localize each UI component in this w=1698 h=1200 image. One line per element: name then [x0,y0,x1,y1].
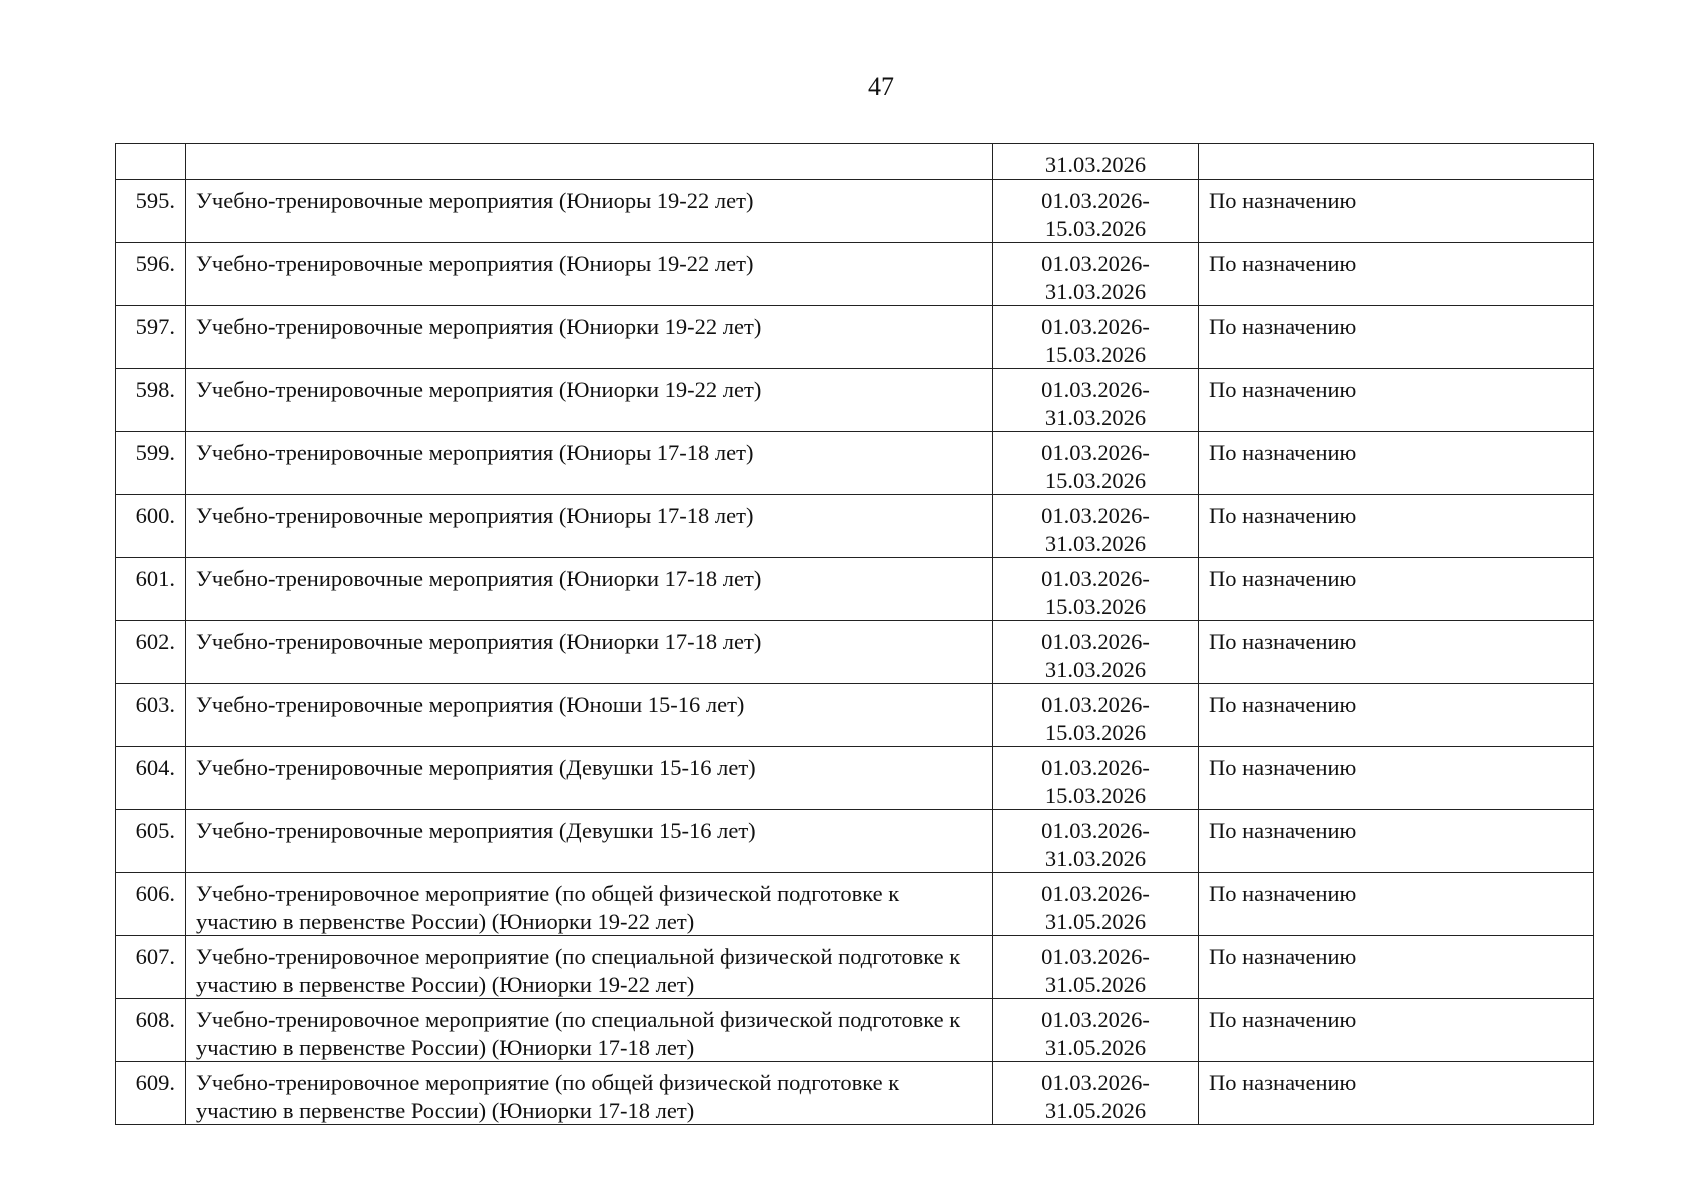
event-dates-cell [993,243,1199,306]
table-row [116,180,1594,243]
event-dates-cell [993,684,1199,747]
event-name-cell: Учебно-тренировочные мероприятия (Девушки 15-16 лет) [186,747,993,810]
event-date-end: 15.03.2026 [1044,467,1147,493]
event-date-start: 01.03.2026- [1041,503,1150,528]
event-dates-cell [993,558,1199,621]
row-number-cell: 599. [116,432,186,495]
row-number-cell: 598. [116,369,186,432]
event-dates-cell [993,1062,1199,1125]
event-location-cell: По назначению [1199,558,1594,621]
event-date-end: 15.03.2026 [1044,215,1147,241]
table-row [116,495,1594,558]
event-date-end: 31.05.2026 [1044,1097,1147,1123]
row-number-cell: 608. [116,999,186,1062]
event-date-end: 31.05.2026 [1044,971,1147,997]
event-name-cell: Учебно-тренировочное мероприятие (по общей физической подготовке к участию в первенстве России) (Юниорки 19-22 лет) [186,873,993,936]
row-number-cell: 607. [116,936,186,999]
event-name-cell: Учебно-тренировочные мероприятия (Девушки 15-16 лет) [186,810,993,873]
event-location-cell: По назначению [1199,810,1594,873]
table-row [116,747,1594,810]
row-number-cell [116,144,186,180]
event-date-start: 01.03.2026- [1041,251,1150,276]
table-row [116,999,1594,1062]
event-name-cell: Учебно-тренировочные мероприятия (Юноши 15-16 лет) [186,684,993,747]
event-dates-cell [993,810,1199,873]
table-row [116,1062,1594,1125]
event-location-cell: По назначению [1199,873,1594,936]
event-name-cell: Учебно-тренировочное мероприятие (по специальной физической подготовке к участию в первенстве России) (Юниорки 17-18 лет) [186,999,993,1062]
events-table-body [116,144,1594,1125]
event-date-end: 31.03.2026 [1044,278,1147,304]
event-date-start: 01.03.2026- [1041,440,1150,465]
row-number-cell: 595. [116,180,186,243]
table-row [116,243,1594,306]
row-number-cell: 596. [116,243,186,306]
event-location-cell [1199,144,1594,180]
table-row [116,558,1594,621]
event-location-cell: По назначению [1199,747,1594,810]
table-row [116,873,1594,936]
page-number: 47 [868,72,894,101]
event-dates-cell [993,144,1199,180]
event-date-start: 01.03.2026- [1041,629,1150,654]
event-dates-cell [993,621,1199,684]
event-name-cell: Учебно-тренировочные мероприятия (Юниоры 19-22 лет) [186,243,993,306]
row-number-cell: 597. [116,306,186,369]
event-date-start: 01.03.2026- [1041,944,1150,969]
row-number-cell: 606. [116,873,186,936]
row-number-cell: 603. [116,684,186,747]
table-row [116,684,1594,747]
event-date-end: 15.03.2026 [1044,593,1147,619]
event-location-cell: По назначению [1199,1062,1594,1125]
table-row-continued [116,144,1594,180]
table-row [116,369,1594,432]
row-number-cell: 600. [116,495,186,558]
event-location-cell: По назначению [1199,306,1594,369]
event-date-end: 15.03.2026 [1044,341,1147,367]
table-row [116,936,1594,999]
event-date-end: 31.03.2026 [1044,656,1147,682]
event-date-start: 01.03.2026- [1041,1007,1150,1032]
events-table [115,143,1594,1125]
event-location-cell: По назначению [1199,369,1594,432]
row-number-cell: 604. [116,747,186,810]
event-name-cell: Учебно-тренировочное мероприятие (по общей физической подготовке к участию в первенстве России) (Юниорки 17-18 лет) [186,1062,993,1125]
event-date-start: 01.03.2026- [1041,818,1150,843]
event-location-cell: По назначению [1199,432,1594,495]
event-date-start: 01.03.2026- [1041,377,1150,402]
row-number-cell: 601. [116,558,186,621]
event-dates-cell [993,369,1199,432]
event-date-end: 31.05.2026 [1044,1034,1147,1060]
event-dates-cell [993,747,1199,810]
event-date-start: 01.03.2026- [1041,755,1150,780]
event-name-cell: Учебно-тренировочные мероприятия (Юниорки 19-22 лет) [186,306,993,369]
event-name-cell: Учебно-тренировочные мероприятия (Юниоры 19-22 лет) [186,180,993,243]
table-row [116,306,1594,369]
event-name-cell [186,144,993,180]
event-dates-cell [993,936,1199,999]
event-location-cell: По назначению [1199,495,1594,558]
event-name-cell: Учебно-тренировочные мероприятия (Юниоры 17-18 лет) [186,432,993,495]
table-row [116,432,1594,495]
event-name-cell: Учебно-тренировочные мероприятия (Юниоры 17-18 лет) [186,495,993,558]
event-dates-cell [993,180,1199,243]
event-dates-cell [993,999,1199,1062]
event-location-cell: По назначению [1199,936,1594,999]
event-name-cell: Учебно-тренировочные мероприятия (Юниорки 19-22 лет) [186,369,993,432]
event-date-end: 31.03.2026 [1044,404,1147,430]
event-date-end: 15.03.2026 [1044,782,1147,808]
row-number-cell: 602. [116,621,186,684]
event-location-cell: По назначению [1199,684,1594,747]
event-date-end: 31.03.2026 [1044,152,1147,177]
event-location-cell: По назначению [1199,999,1594,1062]
event-dates-cell [993,306,1199,369]
event-location-cell: По назначению [1199,243,1594,306]
table-row [116,810,1594,873]
event-location-cell: По назначению [1199,621,1594,684]
event-dates-cell [993,495,1199,558]
table-row [116,621,1594,684]
event-dates-cell [993,873,1199,936]
row-number-cell: 605. [116,810,186,873]
event-date-start: 01.03.2026- [1041,881,1150,906]
event-date-start: 01.03.2026- [1041,566,1150,591]
event-date-start: 01.03.2026- [1041,188,1150,213]
event-name-cell: Учебно-тренировочные мероприятия (Юниорки 17-18 лет) [186,621,993,684]
event-location-cell: По назначению [1199,180,1594,243]
event-date-end: 31.03.2026 [1044,845,1147,871]
event-dates-cell [993,432,1199,495]
event-date-end: 15.03.2026 [1044,719,1147,745]
event-date-end: 31.05.2026 [1044,908,1147,934]
event-date-start: 01.03.2026- [1041,1070,1150,1095]
event-date-end: 31.03.2026 [1044,530,1147,556]
event-date-start: 01.03.2026- [1041,692,1150,717]
event-name-cell: Учебно-тренировочные мероприятия (Юниорки 17-18 лет) [186,558,993,621]
event-name-cell: Учебно-тренировочное мероприятие (по специальной физической подготовке к участию в первенстве России) (Юниорки 19-22 лет) [186,936,993,999]
event-date-start: 01.03.2026- [1041,314,1150,339]
row-number-cell: 609. [116,1062,186,1125]
